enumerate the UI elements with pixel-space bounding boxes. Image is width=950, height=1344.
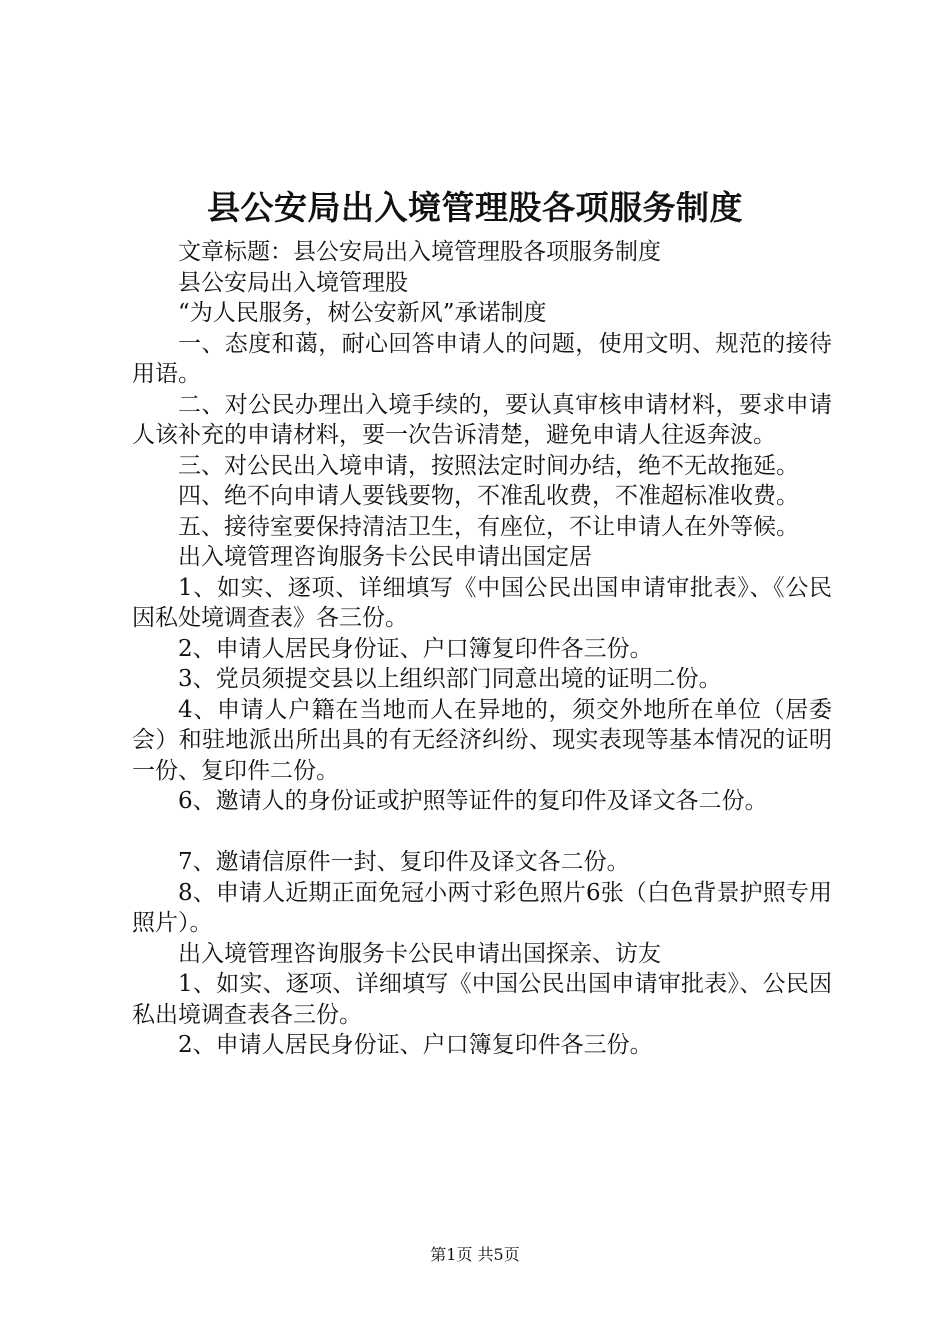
paragraph-settlement-item-4: 4、申请人户籍在当地而人在异地的，须交外地所在单位（居委会）和驻地派出所出具的有无经济纠纷、现实表现等基本情况的证明一份、复印件二份。 xyxy=(132,696,832,784)
paragraph-settlement-item-3: 3、党员须提交县以上组织部门同意出境的证明二份。 xyxy=(178,666,722,692)
page-number: 第1页 共5页 xyxy=(430,1245,520,1264)
paragraph-settlement-item-2: 2、申请人居民身份证、户口簿复印件各三份。 xyxy=(178,635,653,662)
paragraph-rule-4: 四、绝不向申请人要钱要物，不准乱收费，不准超标准收费。 xyxy=(178,483,799,509)
paragraph-visit-heading: 出入境管理咨询服务卡公民申请出国探亲、访友 xyxy=(178,940,661,967)
paragraph-department: 县公安局出入境管理股 xyxy=(178,269,408,296)
paragraph-article-title: 文章标题：县公安局出入境管理股各项服务制度 xyxy=(178,239,661,265)
paragraph-rule-1: 一、态度和蔼，耐心回答申请人的问题，使用文明、规范的接待用语。 xyxy=(132,330,832,387)
paragraph-commitment-heading: “为人民服务，树公安新风”承诺制度 xyxy=(178,300,547,326)
paragraph-rule-3: 三、对公民出入境申请，按照法定时间办结，绝不无故拖延。 xyxy=(178,452,799,479)
paragraph-settlement-item-6: 6、邀请人的身份证或护照等证件的复印件及译文各二份。 xyxy=(178,788,768,814)
paragraph-visit-item-2: 2、申请人居民身份证、户口簿复印件各三份。 xyxy=(178,1032,653,1058)
paragraph-settlement-heading: 出入境管理咨询服务卡公民申请出国定居 xyxy=(178,544,592,570)
paragraph-settlement-item-1: 1、如实、逐项、详细填写《中国公民出国申请审批表》、《公民因私处境调查表》各三份。 xyxy=(132,574,832,631)
paragraph-settlement-item-7: 7、邀请信原件一封、复印件及译文各二份。 xyxy=(178,849,630,875)
paragraph-rule-5: 五、接待室要保持清洁卫生，有座位，不让申请人在外等候。 xyxy=(178,513,799,540)
document-title: 县公安局出入境管理股各项服务制度 xyxy=(207,188,743,227)
paragraph-settlement-item-8: 8、申请人近期正面免冠小两寸彩色照片6张（白色背景护照专用照片）。 xyxy=(132,879,832,936)
blank-line xyxy=(132,817,832,848)
paragraph-visit-item-1: 1、如实、逐项、详细填写《中国公民出国申请审批表》、公民因私出境调查表各三份。 xyxy=(132,971,832,1028)
paragraph-rule-2: 二、对公民办理出入境手续的，要认真审核申请材料，要求申请人该补充的申请材料，要一次告诉清楚，避免申请人往返奔波。 xyxy=(132,391,832,448)
document-body xyxy=(132,237,832,1061)
